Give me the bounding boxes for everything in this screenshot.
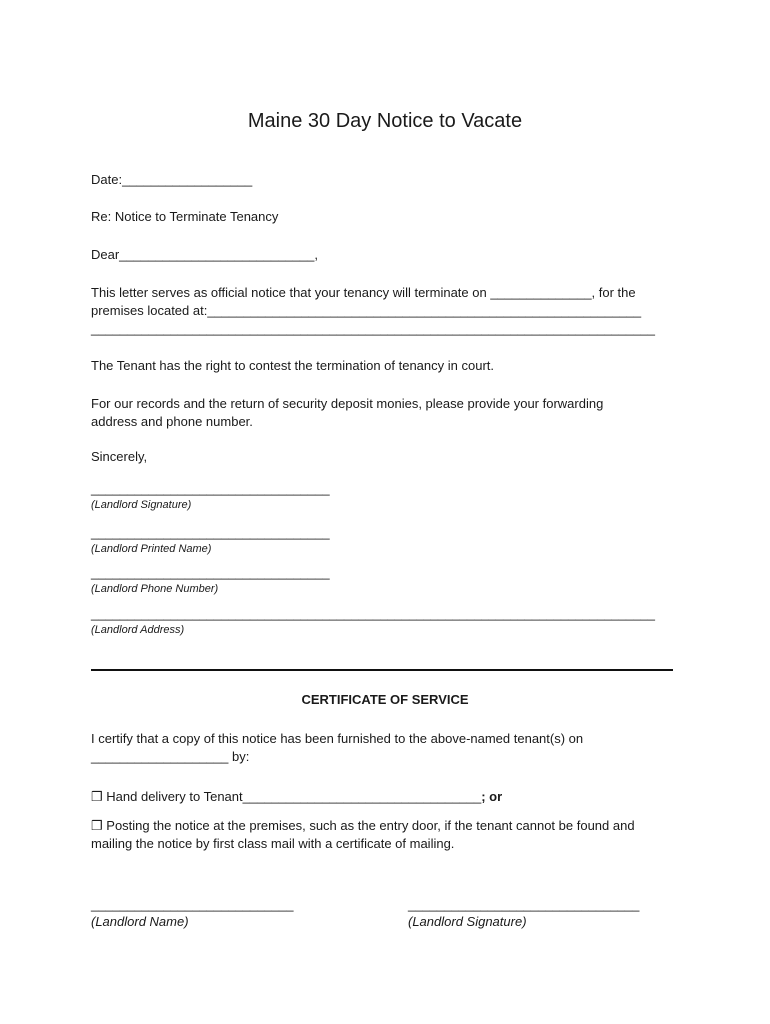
- body-line-1: This letter serves as official notice that your tenancy will terminate on ______________, for the: [91, 285, 636, 300]
- landlord-signature-label: (Landlord Signature): [408, 914, 527, 929]
- signature-label: (Landlord Signature): [91, 499, 192, 511]
- certify-line-2: ___________________ by:: [91, 749, 250, 764]
- posting-text-line-1: Posting the notice at the premises, such as the entry door, if the tenant cannot be found and: [102, 818, 635, 833]
- certify-line-1: I certify that a copy of this notice has been furnished to the above-named tenant(s) on: [91, 731, 584, 746]
- landlord-name-label: (Landlord Name): [91, 914, 189, 929]
- phone-number-line: _________________________________: [91, 565, 330, 580]
- date-line: Date:__________________: [91, 172, 253, 187]
- records-line-1: For our records and the return of security deposit monies, please provide your forwarding: [91, 396, 604, 411]
- landlord-name-line: ____________________________: [91, 897, 294, 912]
- section-divider: [91, 669, 673, 671]
- hand-delivery-text: Hand delivery to Tenant_________________________________: [102, 789, 482, 804]
- certificate-heading: CERTIFICATE OF SERVICE: [301, 692, 469, 707]
- posting-option: [91, 818, 635, 834]
- address-line: ______________________________________________________________________________: [91, 606, 655, 621]
- contest-line: The Tenant has the right to contest the termination of tenancy in court.: [91, 358, 494, 373]
- records-line-2: address and phone number.: [91, 414, 253, 429]
- closing: Sincerely,: [91, 449, 148, 464]
- hand-delivery-option: [91, 789, 502, 805]
- document-title: Maine 30 Day Notice to Vacate: [247, 110, 523, 132]
- landlord-signature-line: ________________________________: [408, 897, 640, 912]
- address-label: (Landlord Address): [91, 624, 185, 636]
- phone-number-label: (Landlord Phone Number): [91, 583, 219, 595]
- checkbox-icon: ❒: [91, 789, 103, 804]
- hand-delivery-suffix: ; or: [481, 789, 503, 804]
- body-line-3: ______________________________________________________________________________: [91, 321, 655, 336]
- printed-name-line: _________________________________: [91, 525, 330, 540]
- checkbox-icon: ❒: [91, 818, 103, 833]
- dear-line: Dear___________________________,: [91, 247, 318, 262]
- re-line: Re: Notice to Terminate Tenancy: [91, 209, 279, 224]
- body-line-2: premises located at:____________________________________________________________: [91, 303, 642, 318]
- posting-text-line-2: mailing the notice by first class mail with a certificate of mailing.: [91, 836, 455, 851]
- signature-line: _________________________________: [91, 481, 330, 496]
- printed-name-label: (Landlord Printed Name): [91, 543, 212, 555]
